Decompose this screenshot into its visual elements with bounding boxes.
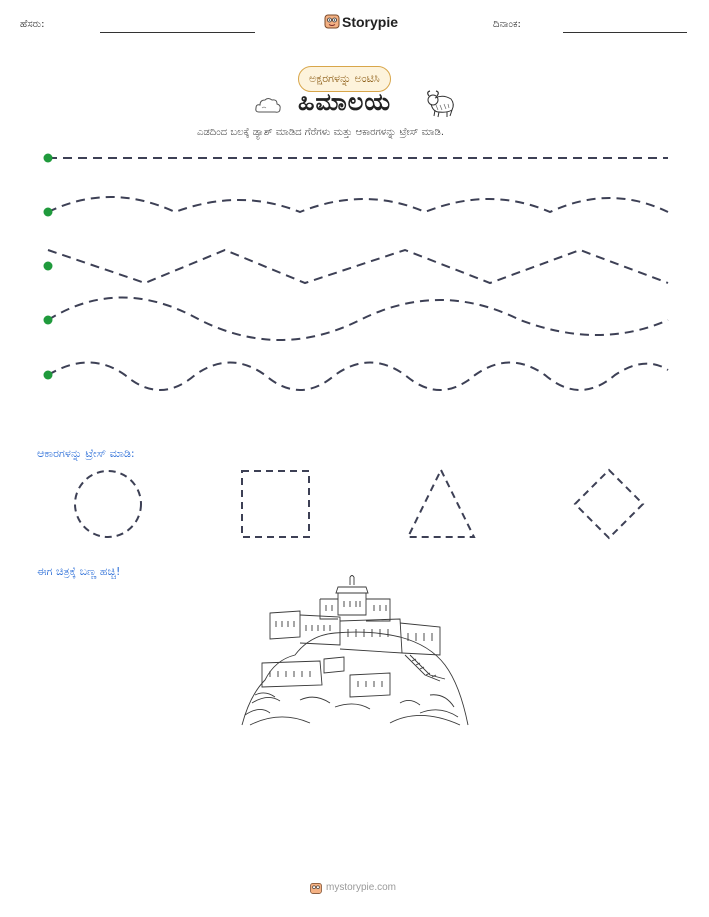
name-label: ಹೆಸರು: xyxy=(20,19,45,30)
instruction-text: ಎಡದಿಂದ ಬಲಕ್ಕೆ ಡ್ಯಾಶ್ ಮಾಡಿದ ಗೆರೆಗಳು ಮತ್ತು ಆಕಾರಗಳನ್ನು ಟ್ರೇಸ್ ಮಾಡಿ. xyxy=(197,127,445,138)
shapes-section-title: ಆಕಾರಗಳನ್ನು ಟ್ರೇಸ್ ಮಾಡಿ: xyxy=(37,447,135,460)
trace-line-wave[interactable] xyxy=(48,197,668,212)
theme-badge: ಅಕ್ಷರಗಳನ್ನು ಅಂಟಿಸಿ xyxy=(298,66,391,92)
trace-circle xyxy=(75,471,141,537)
trace-shapes xyxy=(0,460,709,550)
start-dot xyxy=(44,371,53,380)
tracing-lines xyxy=(0,0,709,400)
trace-square xyxy=(242,471,309,537)
himalayan-monastery-illustration[interactable] xyxy=(240,575,470,730)
brand-name: Storypie xyxy=(342,14,399,30)
footer-logo-icon xyxy=(309,880,323,894)
start-dot xyxy=(44,208,53,217)
page-title: ಹಿಮಾಲಯ xyxy=(298,88,392,116)
trace-line-wave[interactable] xyxy=(48,298,668,341)
trace-line-wave[interactable] xyxy=(48,363,668,391)
date-label: ದಿನಾಂಕ: xyxy=(493,19,521,30)
trace-triangle xyxy=(408,470,474,537)
trace-diamond xyxy=(575,470,643,538)
color-section-title: ಈಗ ಚಿತ್ರಕ್ಕೆ ಬಣ್ಣ ಹಚ್ಚಿ! xyxy=(37,565,121,578)
footer-url[interactable]: mystorypie.com xyxy=(326,882,397,893)
start-dot xyxy=(44,262,53,271)
start-dot xyxy=(44,154,53,163)
start-dot xyxy=(44,316,53,325)
trace-line-zigzag[interactable] xyxy=(48,250,668,283)
